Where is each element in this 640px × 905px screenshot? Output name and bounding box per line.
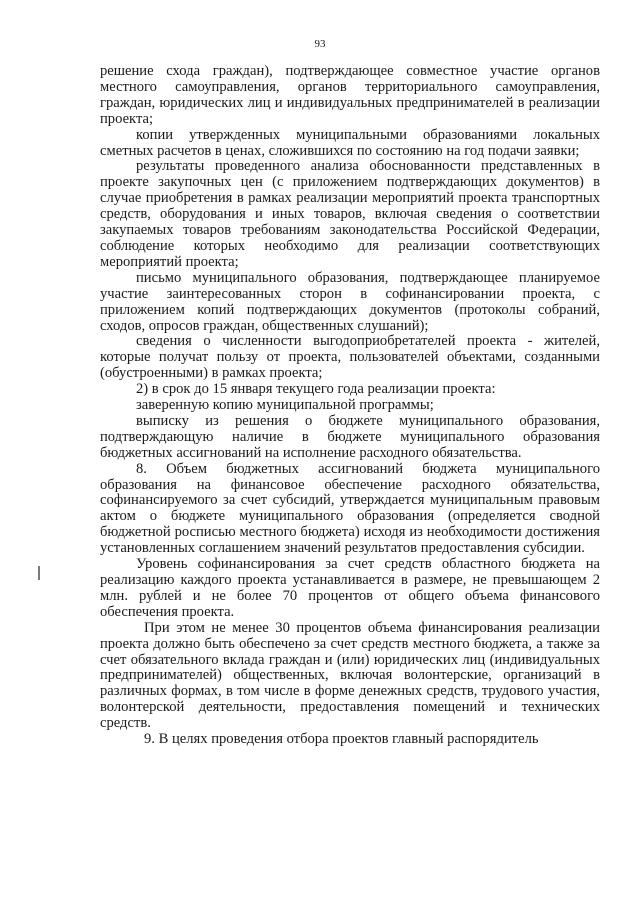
margin-mark <box>38 566 40 580</box>
paragraph-local-share: При этом не менее 30 процентов объема финансирования реализации проекта должно быть обеспечено за счет средств местного бюджета, а также за счет обязательного вклада граждан и (или) юридических лиц (индивидуальных предпринимателей) общественных, включая волонтерские, организаций в различных формах, в том числе в форме денежных средств, трудового участия, волонтерской деятельности, предоставления помещений и технических средств. <box>100 619 600 732</box>
paragraph-cofinancing-letter: письмо муниципального образования, подтверждающее планируемое участие заинтересованных сторон в софинансировании проекта, с приложением копий подтверждающих документов (протоколы собраний, сходов, опросов граждан, общественных слушаний); <box>100 269 600 334</box>
paragraph-program-copy: заверенную копию муниципальной программы; <box>136 397 434 414</box>
paragraph-budget-extract: выписку из решения о бюджете муниципального образования, подтверждающую наличие в бюджете муниципального образования бюджетных ассигнований на исполнение расходного обязательства. <box>100 412 600 461</box>
paragraph-price-analysis: результаты проведенного анализа обоснованности представленных в проекте закупочных цен (с приложением подтверждающих документов) в случае приобретения в рамках реализации мероприятий проекта транспортных средств, оборудования и иных товаров, включая сведения о соответствии закупаемых товаров требованиям законодательства Российской Федерации, соблюдение которых необходимо для реализации соответствующих мероприятий проекта; <box>100 158 600 270</box>
page-number: 93 <box>314 38 326 50</box>
paragraph-beneficiaries: сведения о численности выгодоприобретателей проекта - жителей, которые получат пользу от проекта, пользователей объектами, созданными (обустроенными) в рамках проекта; <box>100 333 600 382</box>
paragraph-estimates: копии утвержденных муниципальными образованиями локальных сметных расчетов в ценах, сложившихся по состоянию на год подачи заявки; <box>100 126 600 159</box>
document-body <box>100 64 600 748</box>
paragraph-item-9: 9. В целях проведения отбора проектов главный распорядитель <box>144 731 539 748</box>
paragraph-continuation: решение схода граждан), подтверждающее совместное участие органов местного самоуправления, органов территориального самоуправления, граждан, юридических лиц и индивидуальных предпринимателей в реализации проекта; <box>100 63 600 127</box>
paragraph-cofinancing-level: Уровень софинансирования за счет средств областного бюджета на реализацию каждого проекта устанавливается в размере, не превышающем 2 млн. рублей и не более 70 процентов от общего объема финансового обеспечения проекта. <box>100 556 600 620</box>
paragraph-deadline: 2) в срок до 15 января текущего года реализации проекта: <box>136 381 496 398</box>
paragraph-item-8: 8. Объем бюджетных ассигнований бюджета муниципального образования на финансовое обеспечение расходного обязательства, софинансируемого за счет субсидий, утверждается муниципальным правовым актом о бюджете муниципального образования (определяется сводной бюджетной росписью местного бюджета) исходя из необходимости достижения установленных соглашением значений результатов предоставления субсидии. <box>100 460 600 557</box>
